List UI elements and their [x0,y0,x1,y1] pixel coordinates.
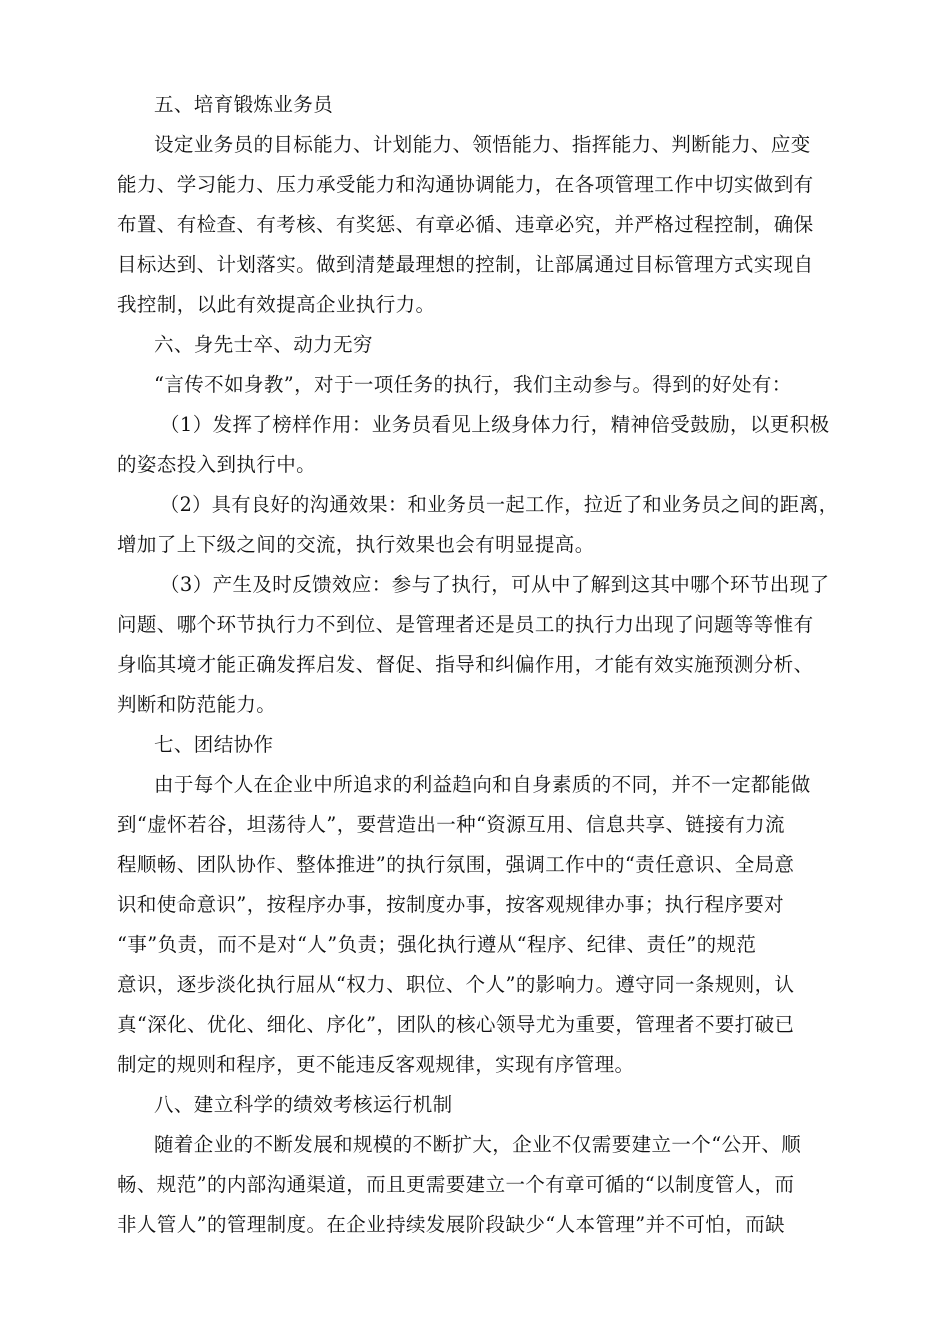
paragraph-line: 布置、有检查、有考核、有奖惩、有章必循、违章必究，并严格过程控制，确保 [117,213,814,236]
paragraph-line: 程顺畅、团队协作、整体推进”的执行氛围，强调工作中的“责任意识、全局意 [117,853,795,876]
section-heading-5: 五、培育锻炼业务员 [154,93,334,116]
paragraph-line: 由于每个人在企业中所追求的利益趋向和自身素质的不同，并不一定都能做 [154,773,811,796]
paragraph-line: 识和使命意识”，按程序办事，按制度办事，按客观规律办事；执行程序要对 [117,893,785,916]
list-item-line: （1）发挥了榜样作用：业务员看见上级身体力行，精神倍受鼓励，以更积极 [160,413,830,436]
paragraph-line: 真“深化、优化、细化、序化”，团队的核心领导尤为重要，管理者不要打破已 [117,1013,795,1036]
paragraph-line: 到“虚怀若谷，坦荡待人”，要营造出一种“资源互用、信息共享、链接有力流 [117,813,785,836]
paragraph-line: 制定的规则和程序，更不能违反客观规律，实现有序管理。 [117,1053,635,1076]
section-heading-8: 八、建立科学的绩效考核运行机制 [154,1093,453,1116]
list-item-line: 增加了上下级之间的交流，执行效果也会有明显提高。 [117,533,595,556]
section-heading-7: 七、团结协作 [154,733,274,756]
list-item-line: （3）产生及时反馈效应：参与了执行，可从中了解到这其中哪个环节出现了 [160,573,830,596]
section-heading-6: 六、身先士卒、动力无穷 [154,333,373,356]
paragraph-line: 设定业务员的目标能力、计划能力、领悟能力、指挥能力、判断能力、应变 [154,133,811,156]
paragraph-line: “事”负责，而不是对“人”负责；强化执行遵从“程序、纪律、责任”的规范 [117,933,757,956]
paragraph-line: 我控制，以此有效提高企业执行力。 [117,293,436,316]
list-item-line: 问题、哪个环节执行力不到位、是管理者还是员工的执行力出现了问题等等惟有 [117,613,814,636]
paragraph-line: 非人管人”的管理制度。在企业持续发展阶段缺少“人本管理”并不可怕，而缺 [117,1213,785,1236]
list-item-line: （2）具有良好的沟通效果：和业务员一起工作，拉近了和业务员之间的距离， [160,493,839,516]
list-item-line: 身临其境才能正确发挥启发、督促、指导和纠偏作用，才能有效实施预测分析、 [117,653,814,676]
list-item-line: 判断和防范能力。 [117,693,277,716]
paragraph-line: 目标达到、计划落实。做到清楚最理想的控制，让部属通过目标管理方式实现自 [117,253,814,276]
paragraph-line: 畅、规范”的内部沟通渠道，而且更需要建立一个有章可循的“以制度管人，而 [117,1173,795,1196]
paragraph-line: 意识，逐步淡化执行屈从“权力、职位、个人”的影响力。遵守同一条规则，认 [117,973,795,996]
paragraph-line: “言传不如身教”，对于一项任务的执行，我们主动参与。得到的好处有： [154,373,792,396]
list-item-line: 的姿态投入到执行中。 [117,453,317,476]
paragraph-line: 能力、学习能力、压力承受能力和沟通协调能力，在各项管理工作中切实做到有 [117,173,814,196]
paragraph-line: 随着企业的不断发展和规模的不断扩大，企业不仅需要建立一个“公开、顺 [154,1133,802,1156]
